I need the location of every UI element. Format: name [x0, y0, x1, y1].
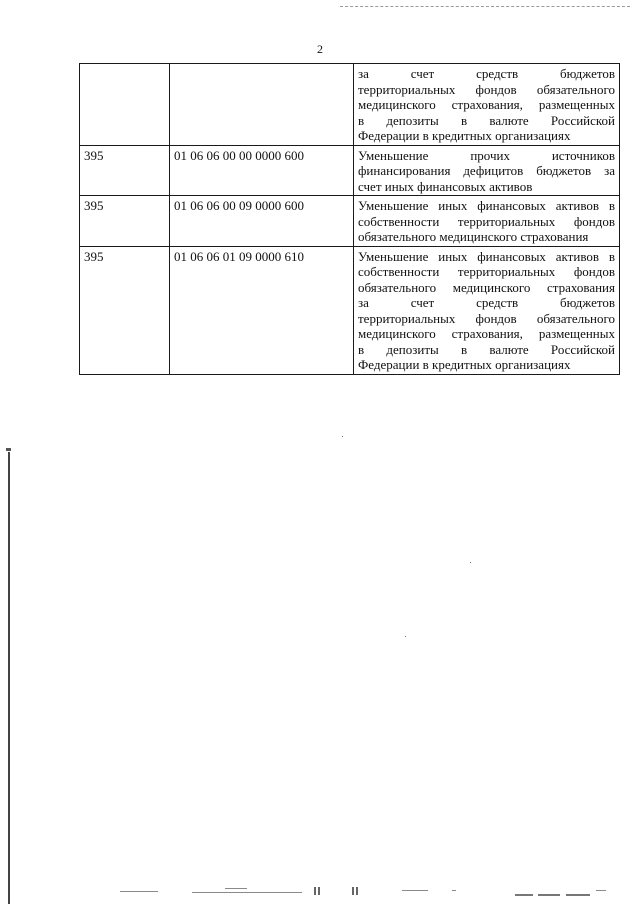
description-line: за счет средств бюджетов: [358, 66, 615, 81]
description-line: счет иных финансовых активов: [358, 178, 533, 194]
description-line: собственности территориальных фондов: [358, 213, 615, 229]
description-line: за счет средств бюджетов: [358, 295, 615, 310]
description-line: обязательного медицинского страхования: [358, 229, 589, 244]
classifier-code-cell: 01 06 06 01 09 0000 610: [170, 246, 354, 374]
description-line: обязательного медицинского страхования: [358, 279, 615, 295]
description-text: [358, 198, 615, 245]
description-cell: [354, 64, 620, 146]
admin-code-cell: 395: [80, 145, 170, 196]
description-text: [358, 66, 615, 144]
table-row: [80, 246, 620, 374]
description-cell: [354, 196, 620, 247]
table-row: [80, 196, 620, 247]
budget-sources-table: [79, 63, 620, 375]
scan-artifact-margin-line: [8, 452, 10, 904]
description-cell: [354, 246, 620, 374]
description-line: Федерации в кредитных организациях: [358, 357, 571, 372]
description-text: [358, 148, 615, 195]
description-line: Федерации в кредитных организациях: [358, 128, 571, 143]
scan-speck: [470, 562, 471, 563]
scan-artifact-margin-tick: [6, 448, 11, 451]
page-number: 2: [317, 42, 323, 56]
description-cell: [354, 145, 620, 196]
scan-artifact-bottom: [120, 885, 625, 897]
admin-code-cell: 395: [80, 196, 170, 247]
description-line: в депозиты в валюте Российской: [358, 112, 615, 128]
admin-code-cell: [80, 64, 170, 146]
description-line: территориальных фондов обязательного: [358, 310, 615, 326]
description-line: финансирования дефицитов бюджетов за: [358, 163, 615, 178]
scan-speck: [405, 636, 406, 637]
description-line: Уменьшение иных финансовых активов в: [358, 198, 615, 213]
classifier-code-cell: 01 06 06 00 09 0000 600: [170, 196, 354, 247]
description-line: территориальных фондов обязательного: [358, 81, 615, 97]
description-line: в депозиты в валюте Российской: [358, 341, 615, 357]
description-line: Уменьшение прочих источников: [358, 147, 615, 163]
description-line: медицинского страхования, размещенных: [358, 97, 615, 112]
table-row: [80, 64, 620, 146]
table-row: [80, 145, 620, 196]
scan-artifact-top: [340, 6, 630, 7]
scan-speck: [342, 436, 343, 437]
description-line: Уменьшение иных финансовых активов в: [358, 248, 615, 264]
description-line: медицинского страхования, размещенных: [358, 326, 615, 341]
description-line: собственности территориальных фондов: [358, 264, 615, 279]
description-text: [358, 249, 615, 373]
admin-code-cell: 395: [80, 246, 170, 374]
classifier-code-cell: [170, 64, 354, 146]
classifier-code-cell: 01 06 06 00 00 0000 600: [170, 145, 354, 196]
